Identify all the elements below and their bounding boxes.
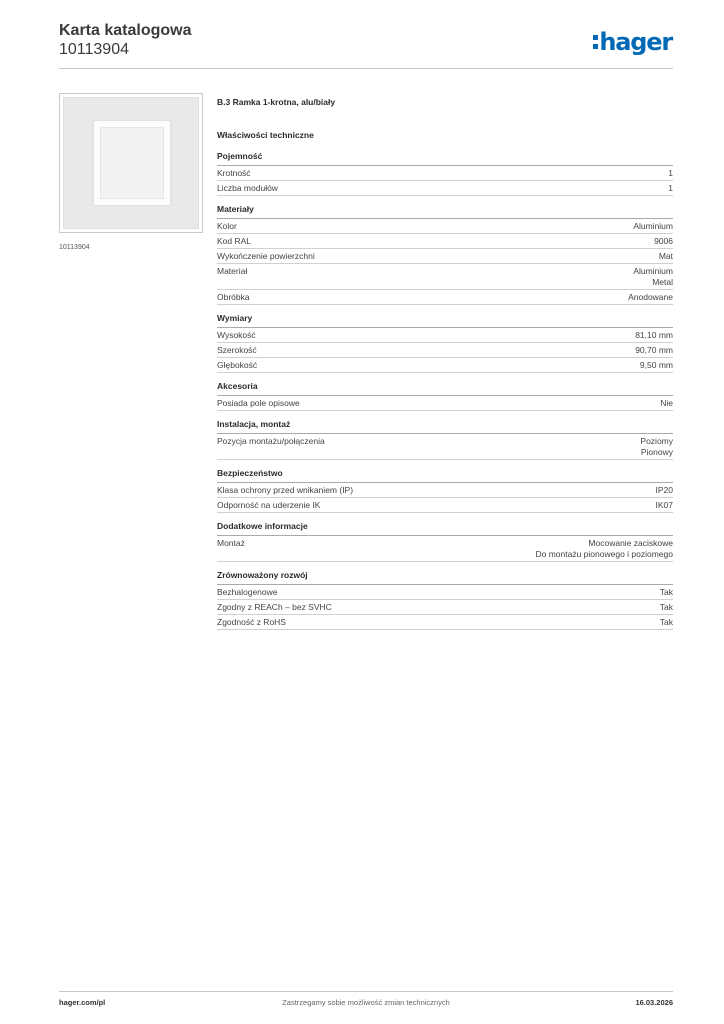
spec-value-line: IP20: [655, 485, 673, 495]
spec-group: [217, 313, 673, 373]
spec-value: [659, 251, 673, 262]
page-footer: [59, 998, 673, 1010]
spec-value-line: Anodowane: [628, 292, 673, 302]
spec-value-line: Metal: [652, 277, 673, 287]
spec-label: Kod RAL: [217, 236, 252, 246]
spec-label: Kolor: [217, 221, 237, 231]
spec-label: Bezhalogenowe: [217, 587, 278, 597]
document-number: 10113904: [59, 41, 129, 58]
spec-row: [217, 234, 673, 249]
spec-group-title: Zrównoważony rozwój: [217, 570, 673, 585]
spec-value-line: Mat: [658, 251, 673, 261]
spec-label: Zgodny z REACh – bez SVHC: [217, 602, 332, 612]
spec-label: Posiada pole opisowe: [217, 398, 300, 408]
frame-opening: [100, 127, 164, 199]
spec-value-line: Nie: [660, 398, 673, 408]
spec-label: Odporność na uderzenie IK: [217, 500, 321, 510]
document-title: Karta katalogowa: [59, 22, 192, 39]
spec-row: [217, 290, 673, 305]
spec-value-line: 1: [668, 168, 673, 178]
page-header: [59, 21, 673, 69]
spec-group: [217, 419, 673, 460]
spec-value: [660, 602, 673, 613]
header-divider: [59, 68, 673, 69]
logo-text: hager: [599, 28, 672, 56]
footer-divider: [59, 991, 673, 992]
spec-value: [635, 330, 673, 341]
spec-label: Krotność: [217, 168, 251, 178]
spec-value-line: IK07: [655, 500, 673, 510]
spec-value: [668, 183, 673, 194]
frame-plate: [63, 97, 199, 229]
spec-group-title: Instalacja, montaż: [217, 419, 673, 434]
spec-value: [660, 617, 673, 628]
spec-row: [217, 219, 673, 234]
logo-colon-icon: [593, 35, 598, 49]
spec-row: [217, 249, 673, 264]
spec-value-line: 9006: [654, 236, 673, 246]
spec-value-line: 1: [668, 183, 673, 193]
spec-row: [217, 615, 673, 630]
spec-label: Obróbka: [217, 292, 250, 302]
spec-label: Wykończenie powierzchni: [217, 251, 315, 261]
spec-label: Pozycja montażu/połączenia: [217, 436, 325, 446]
spec-value: [660, 587, 673, 598]
spec-group-title: Pojemność: [217, 151, 673, 166]
spec-row: [217, 358, 673, 373]
spec-row: [217, 396, 673, 411]
spec-row: [217, 434, 673, 460]
spec-value: [535, 538, 673, 560]
spec-value: [633, 221, 673, 232]
spec-group: [217, 151, 673, 196]
spec-row: [217, 483, 673, 498]
spec-group-title: Wymiary: [217, 313, 673, 328]
spec-label: Montaż: [217, 538, 245, 548]
spec-group: [217, 204, 673, 305]
spec-label: Zgodność z RoHS: [217, 617, 286, 627]
spec-value-line: Mocowanie zaciskowe: [588, 538, 673, 548]
spec-value-line: Poziomy: [640, 436, 673, 446]
spec-value-line: Tak: [659, 602, 673, 612]
spec-group-title: Dodatkowe informacje: [217, 521, 673, 536]
spec-label: Klasa ochrony przed wnikaniem (IP): [217, 485, 354, 495]
frame-insert: [93, 120, 171, 206]
spec-value-line: Aluminium: [633, 221, 673, 231]
footer-notice: Zastrzegamy sobie możliwość zmian technicznych: [282, 998, 450, 1007]
spec-value-line: Tak: [659, 587, 673, 597]
spec-row: [217, 166, 673, 181]
spec-label: Głębokość: [217, 360, 258, 370]
spec-value: [660, 398, 673, 409]
footer-website[interactable]: hager.com/pl: [59, 998, 106, 1007]
product-image-caption: 10113904: [59, 244, 90, 251]
spec-group: [217, 570, 673, 630]
spec-row: [217, 536, 673, 562]
product-title: B.3 Ramka 1-krotna, alu/biały: [217, 97, 336, 107]
spec-row: [217, 343, 673, 358]
spec-value-line: 9,50 mm: [639, 360, 673, 370]
spec-value-line: 81,10 mm: [635, 330, 673, 340]
spec-row: [217, 181, 673, 196]
spec-group-title: Akcesoria: [217, 381, 673, 396]
spec-value: [656, 500, 674, 511]
spec-group: [217, 468, 673, 513]
spec-value-line: 90,70 mm: [635, 345, 673, 355]
spec-label: Liczba modułów: [217, 183, 278, 193]
spec-row: [217, 585, 673, 600]
spec-row: [217, 498, 673, 513]
spec-group-title: Bezpieczeństwo: [217, 468, 673, 483]
spec-label: Wysokość: [217, 330, 256, 340]
spec-label: Szerokość: [217, 345, 257, 355]
spec-value: [656, 485, 674, 496]
spec-value: [633, 266, 673, 288]
spec-groups: [217, 151, 673, 630]
spec-group-title: Materiały: [217, 204, 673, 219]
spec-row: [217, 600, 673, 615]
spec-value: [640, 360, 673, 371]
spec-value: [640, 436, 673, 458]
spec-value: [654, 236, 673, 247]
spec-label: Materiał: [217, 266, 248, 276]
spec-value: [628, 292, 673, 303]
footer-date: 16.03.2026: [635, 998, 673, 1007]
spec-value-line: Pionowy: [640, 447, 673, 457]
spec-row: [217, 264, 673, 290]
spec-group: [217, 381, 673, 411]
spec-value-line: Tak: [659, 617, 673, 627]
hager-logo: [593, 30, 672, 54]
product-details: [217, 96, 673, 638]
spec-row: [217, 328, 673, 343]
product-image: [59, 93, 203, 233]
spec-group: [217, 521, 673, 562]
spec-value: [668, 168, 673, 179]
spec-value-line: Aluminium: [633, 266, 673, 276]
spec-value: [635, 345, 673, 356]
spec-value-line: Do montażu pionowego i poziomego: [535, 549, 673, 559]
section-heading: Właściwości techniczne: [217, 130, 314, 140]
